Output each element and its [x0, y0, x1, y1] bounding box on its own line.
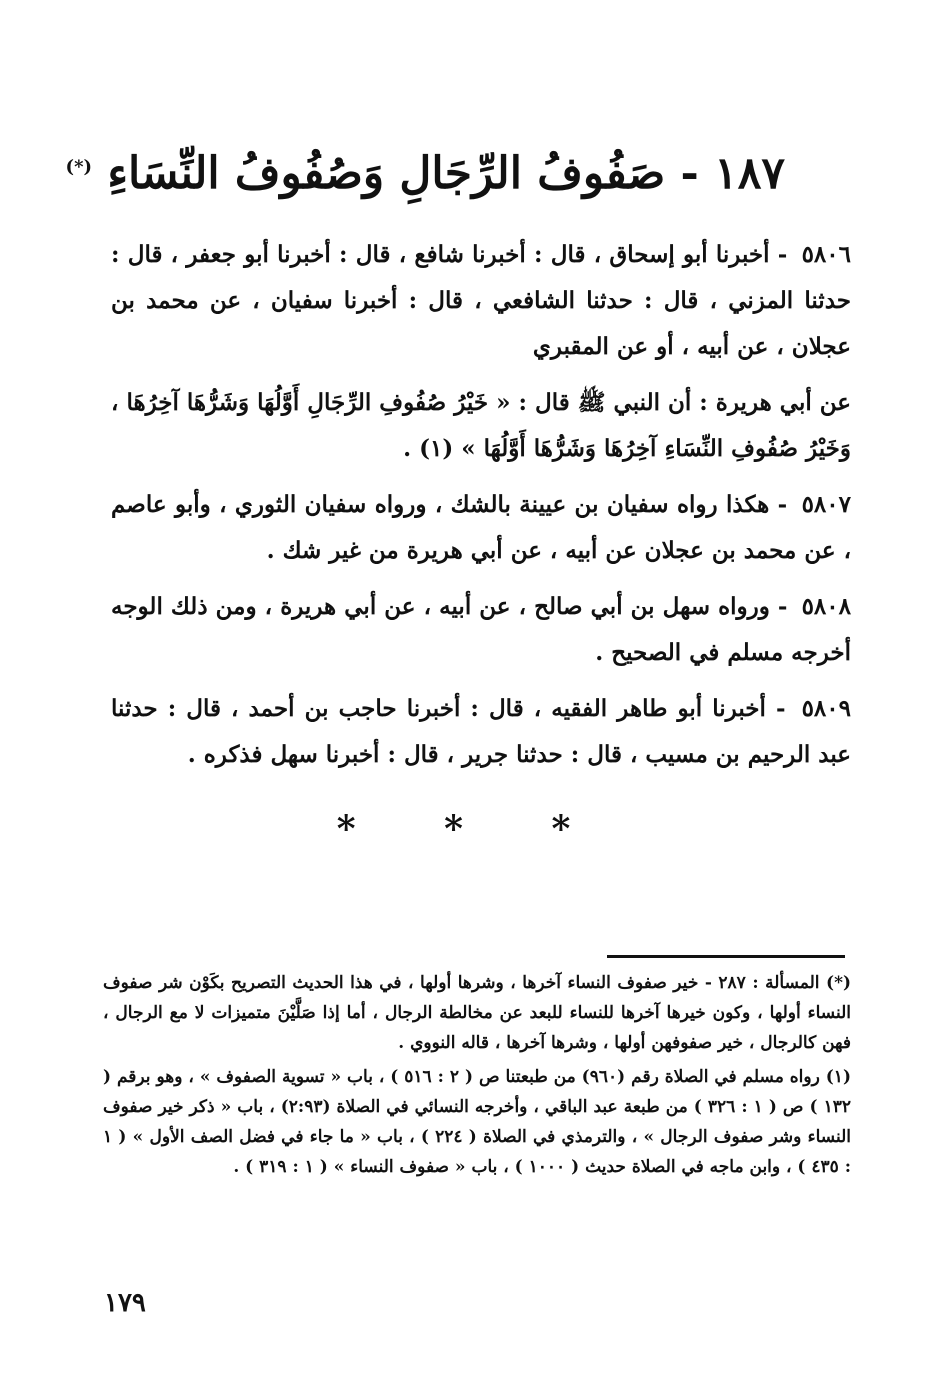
- hadith-text: [111, 380, 851, 472]
- footnote-1: (١) رواه مسلم في الصلاة رقم (٩٦٠) من طبعتنا ص ( ٢ : ٥١٦ ) ، باب « تسوية الصفوف » ، وهو برقم ( ١٣٢ ) ص ( ١ : ٣٢٦ ) من طبعة عبد الباقي ، وأخرجه النسائي في الصلاة (٢:٩٣) ، باب « ذكر خير صفوف النساء وشر صفوف الرجال » ، والترمذي في الصلاة ( ٢٢٤ ) ، باب « ما جاء في فضل الصف الأول » ( ١ : ٤٣٥ ) ، وابن ماجه في الصلاة حديث ( ١٠٠٠ ) ، باب « صفوف النساء » ( ١ : ٣١٩ ) .: [103, 1067, 851, 1177]
- chapter-title-footnote-marker: (*): [65, 156, 92, 178]
- paragraph-number: ٥٨٠٦: [801, 241, 851, 268]
- footnotes: [103, 968, 851, 1186]
- paragraph-text: - ورواه سهل بن أبي صالح ، عن أبيه ، عن أبي هريرة ، ومن ذلك الوجه أخرجه مسلم في الصحيح .: [111, 593, 851, 666]
- page-number: ١٧٩: [104, 1288, 146, 1318]
- paragraph-5809: [111, 686, 851, 778]
- paragraph-number: ٥٨٠٨: [801, 593, 851, 620]
- paragraph-text: - هكذا رواه سفيان بن عيينة بالشك ، ورواه سفيان الثوري ، وأبو عاصم ، عن محمد بن عجلان عن أبيه ، عن أبي هريرة من غير شك .: [111, 491, 851, 564]
- paragraph-text: - أخبرنا أبو طاهر الفقيه ، قال : أخبرنا حاجب بن أحمد ، قال : حدثنا عبد الرحيم بن مسيب ، قال : حدثنا جرير ، قال : أخبرنا سهل فذكره .: [111, 695, 851, 768]
- section-separator: * * *: [336, 808, 609, 850]
- footnote-divider: [607, 955, 845, 958]
- paragraph-5807: [111, 482, 851, 574]
- paragraph-5808: [111, 584, 851, 676]
- paragraph-text: - أخبرنا أبو إسحاق ، قال : أخبرنا شافع ، قال : أخبرنا أبو جعفر ، قال : حدثنا المزني ، قال : حدثنا الشافعي ، قال : أخبرنا سفيان ، عن محمد بن عجلان ، عن أبيه ، أو عن المقبري: [111, 241, 851, 360]
- paragraph-5806: [111, 232, 851, 370]
- main-text: [111, 232, 851, 788]
- footnote-star: (*) المسألة : ٢٨٧ - خير صفوف النساء آخرها ، وشرها أولها ، في هذا الحديث التصريح بكَوْن شر صفوف النساء أولها ، وكون خيرها آخرها للنساء للبعد عن مخالطة الرجال ، أما إذا صَلَّيْنَ متميزات لا مع الرجال ، فهن كالرجال ، خير صفوفهن أولها ، وشرها آخرها ، قاله النووي .: [103, 973, 851, 1053]
- paragraph-text: عن أبي هريرة : أن النبي ﷺ قال : « خَيْرُ صُفُوفِ الرِّجَالِ أَوَّلُهَا وَشَرُّهَا آخِرُهَا ، وَخَيْرُ صُفُوفِ النِّسَاءِ آخِرُهَا وَشَرُّهَا أَوَّلُهَا » (١) .: [111, 389, 851, 462]
- chapter-title-text: ١٨٧ - صَفُوفُ الرِّجَالِ وَصُفُوفُ النِّسَاءِ: [107, 148, 785, 199]
- chapter-title: [65, 148, 785, 199]
- paragraph-number: ٥٨٠٩: [801, 695, 851, 722]
- paragraph-number: ٥٨٠٧: [801, 491, 851, 518]
